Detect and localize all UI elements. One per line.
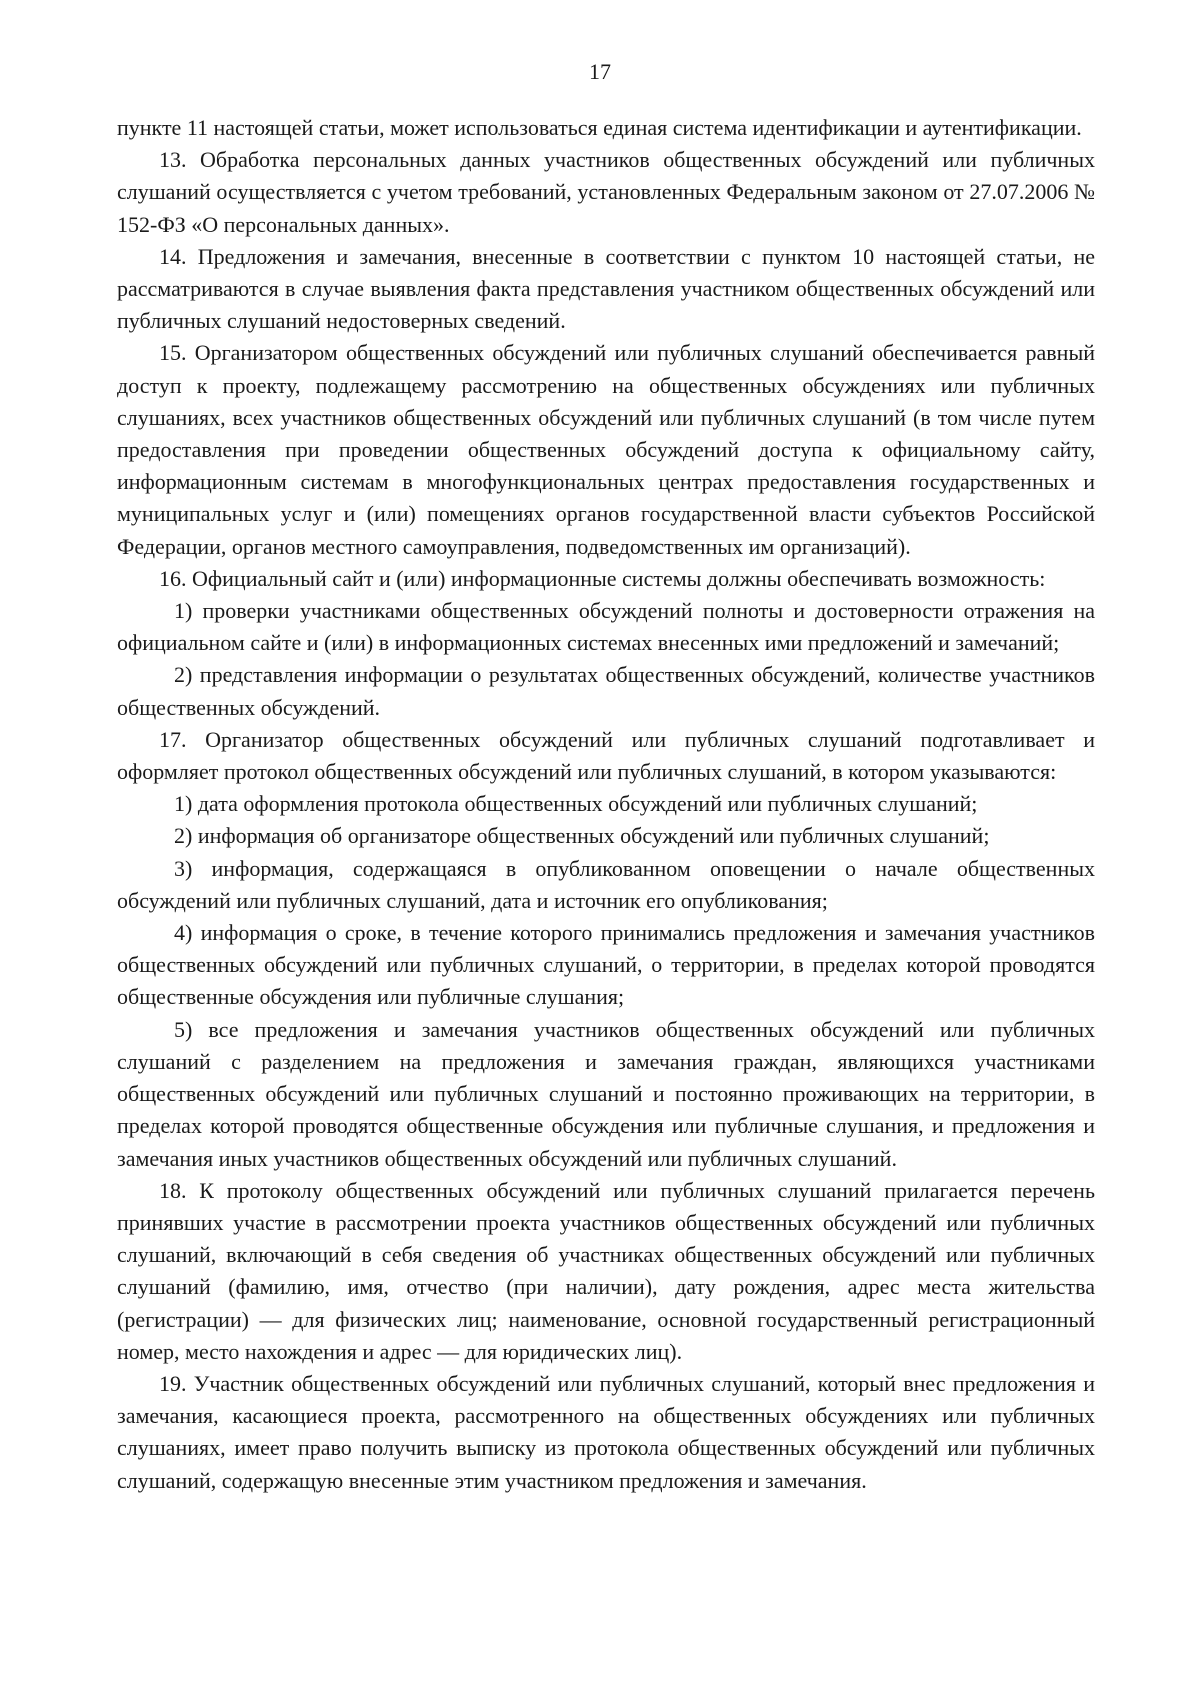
document-body: [117, 112, 1095, 1497]
paragraph-17-item-1: 1) дата оформления протокола общественных обсуждений или публичных слушаний;: [174, 791, 978, 817]
paragraph-continuation: пункте 11 настоящей статьи, может использоваться единая система идентификации и аутентификации.: [117, 115, 1082, 140]
paragraph-17-item-5: 5) все предложения и замечания участников общественных обсуждений или публичных слушаний с разделением на предложения и замечания граждан, являющихся участниками общественных обсуждений или публичных слушаний и постоянно проживающих на территории, в пределах которой проводятся общественные обсуждения или публичные слушания, и предложения и замечания иных участников общественных обсуждений или публичных слушаний.: [117, 1016, 1095, 1171]
paragraph-16: 16. Официальный сайт и (или) информационные системы должны обеспечивать возможность:: [159, 565, 1046, 591]
paragraph-14: 14. Предложения и замечания, внесенные в соответствии с пунктом 10 настоящей статьи, не рассматриваются в случае выявления факта представления участником общественных обсуждений или публичных слушаний недостоверных сведений.: [117, 243, 1095, 334]
paragraph-17-item-4: 4) информация о сроке, в течение которого принимались предложения и замечания участников общественных обсуждений или публичных слушаний, о территории, в пределах которой проводятся общественные обсуждения или публичные слушания;: [117, 920, 1095, 1010]
paragraph-16-item-2: 2) представления информации о результатах общественных обсуждений, количестве участников общественных обсуждений.: [117, 662, 1095, 720]
paragraph-17-item-3: 3) информация, содержащаяся в опубликованном оповещении о начале общественных обсуждений или публичных слушаний, дата и источник его опубликования;: [117, 855, 1095, 913]
paragraph-18: 18. К протоколу общественных обсуждений или публичных слушаний прилагается перечень принявших участие в рассмотрении проекта участников общественных обсуждений или публичных слушаний, включающий в себя сведения об участниках общественных обсуждений или публичных слушаний (фамилию, имя, отчество (при наличии), дату рождения, адрес места жительства (регистрации) — для физических лиц; наименование, основной государственный регистрационный номер, место нахождения и адрес — для юридических лиц).: [117, 1177, 1095, 1364]
paragraph-17-item-2: 2) информация об организаторе общественных обсуждений или публичных слушаний;: [174, 823, 990, 849]
page-number: 17: [589, 59, 611, 84]
paragraph-19: 19. Участник общественных обсуждений или публичных слушаний, который внес предложения и замечания, касающиеся проекта, рассмотренного на общественных обсуждениях или публичных слушаниях, имеет право получить выписку из протокола общественных обсуждений или публичных слушаний, содержащую внесенные этим участником предложения и замечания.: [117, 1370, 1095, 1493]
paragraph-16-item-1: 1) проверки участниками общественных обсуждений полноты и достоверности отражения на официальном сайте и (или) в информационных системах внесенных ими предложений и замечаний;: [117, 598, 1095, 656]
paragraph-17: 17. Организатор общественных обсуждений или публичных слушаний подготавливает и оформляет протокол общественных обсуждений или публичных слушаний, в котором указываются:: [117, 726, 1095, 785]
paragraph-13: 13. Обработка персональных данных участников общественных обсуждений или публичных слушаний осуществляется с учетом требований, установленных Федеральным законом от 27.07.2006 № 152-ФЗ «О персональных данных».: [117, 147, 1095, 237]
paragraph-15: 15. Организатором общественных обсуждений или публичных слушаний обеспечивается равный доступ к проекту, подлежащему рассмотрению на общественных обсуждениях или публичных слушаниях, всех участников общественных обсуждений или публичных слушаний (в том числе путем предоставления при проведении общественных обсуждений доступа к официальному сайту, информационным системам в многофункциональных центрах предоставления государственных и муниципальных услуг и (или) помещениях органов государственной власти субъектов Российской Федерации, органов местного самоуправления, подведомственных им организаций).: [117, 340, 1095, 559]
